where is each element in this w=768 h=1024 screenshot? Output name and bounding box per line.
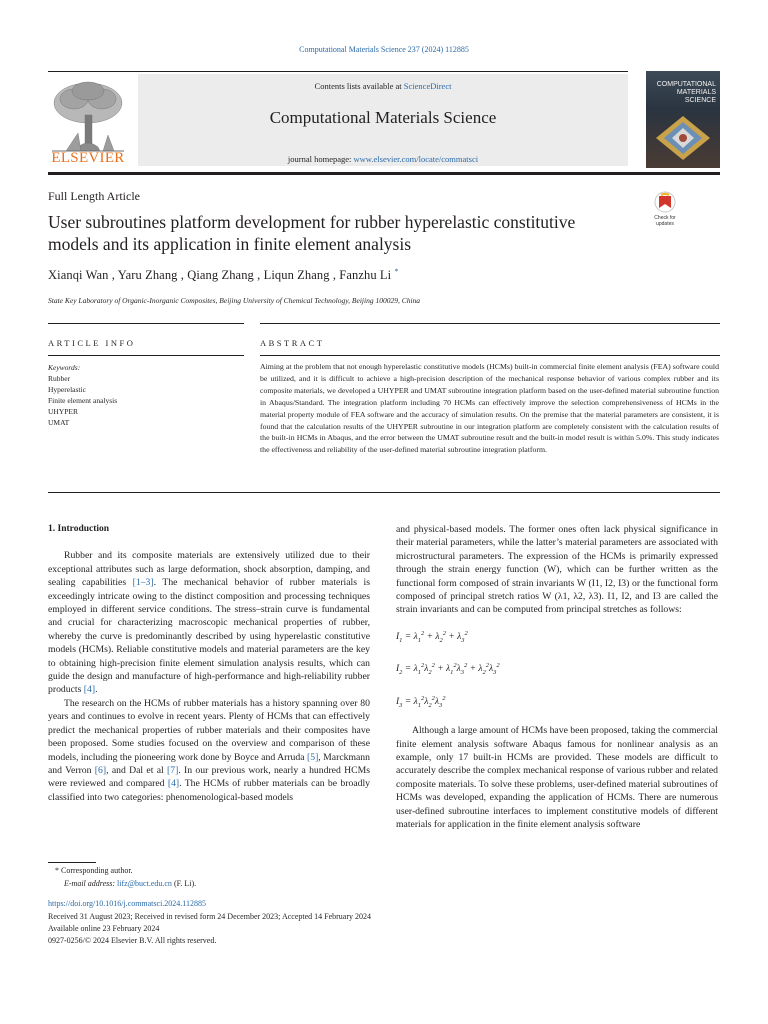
keyword: UMAT <box>48 418 70 427</box>
elsevier-wordmark: ELSEVIER <box>51 150 125 166</box>
journal-title: Computational Materials Science <box>269 108 497 127</box>
keyword: UHYPER <box>48 407 79 416</box>
keywords-rule <box>48 355 244 356</box>
paragraph-text: , and Dal et al <box>106 764 168 776</box>
received-dates: Received 31 August 2023; Received in revised form 24 December 2023; Accepted 14 February 2024 <box>48 912 372 921</box>
citation-link[interactable]: [1–3] <box>132 577 154 589</box>
email-note <box>64 879 196 888</box>
corresponding-author-mark[interactable]: * <box>394 267 399 276</box>
keywords-heading: Keywords: <box>48 363 81 372</box>
journal-citation[interactable]: Computational Materials Science 237 (2024) 112885 <box>299 45 469 54</box>
paragraph <box>48 697 370 804</box>
paragraph-text: . <box>95 684 98 696</box>
paragraph: Although a large amount of HCMs have been proposed, taking the commercial finite element analysis software Abaqus famous for nonlinear analysis as an example, only 17 built-in HCMs are provided. These models are difficult to accurately describe the complex mechanical response of various rubber and related composite materials. To solve these problems, user-defined material subroutines of HCMs was developed, expanding the application of HCMs. There are numerous user-defined subroutine interfaces to implement constitutive models of different materials for application in the finite element analysis software <box>396 725 718 831</box>
journal-homepage-link[interactable]: www.elsevier.com/locate/commatsci <box>353 154 479 164</box>
equation-i1: $I_1 = \lambda_1^2 + \lambda_2^2 + \lambda_3^2$ <box>396 629 468 644</box>
citation-link[interactable]: [4] <box>83 684 96 696</box>
abstract-bottom-rule <box>48 492 720 493</box>
doi-link[interactable]: https://doi.org/10.1016/j.commatsci.2024.112885 <box>48 899 206 908</box>
abstract-rule <box>260 323 720 324</box>
contents-line <box>138 81 628 91</box>
cover-line: COMPUTATIONAL <box>656 81 716 88</box>
citation-link[interactable]: [7] <box>167 764 179 776</box>
paragraph <box>48 549 370 696</box>
citation-link[interactable]: [4] <box>167 778 180 790</box>
article-info-heading: ARTICLE INFO <box>48 338 136 348</box>
paragraph-text: . The HCMs of rubber materials can be broadly classified into two categories: phenomenological-based models <box>48 778 370 803</box>
paragraph-text: Rubber and its composite materials are extensively utilized due to their exceptional attributes such as large deformation, shock absorption, damping, and sealing capabilities <box>48 550 370 589</box>
keyword: Finite element analysis <box>48 396 118 405</box>
check-for-updates-badge[interactable] <box>650 190 680 230</box>
email-label: E-mail address: <box>64 879 118 888</box>
keyword: Hyperelastic <box>48 385 86 394</box>
article-info-rule <box>48 323 244 324</box>
abstract-heading: ABSTRACT <box>260 338 325 348</box>
homepage-line <box>138 154 628 164</box>
check-updates-label: updates <box>656 221 674 227</box>
check-updates-label: Check for <box>654 215 676 221</box>
copyright: 0927-0256/© 2024 Elsevier B.V. All rights reserved. <box>48 936 217 945</box>
homepage-prefix: journal homepage: <box>287 154 354 164</box>
cover-title <box>650 81 716 105</box>
cover-line: MATERIALS <box>676 89 716 96</box>
paragraph: and physical-based models. The former ones often lack physical significance in their material parameters, while the latter’s material parameters are associated with microstructural parameters. The expression of the HCMs is primarily expressed through the strain energy function (W), which can be further written as the functional form composed of strain invariants W (I1, I2, I3) or the functional form composed of principal stretch ratios W (λ1, λ2, λ3). I1, I2, and I3 are called the strain invariants and can be computed from principal stretches as follows: <box>396 524 718 616</box>
equation-i2: $I_2 = \lambda_1^2\lambda_2^2 + \lambda_1^2\lambda_3^2 + \lambda_2^2\lambda_3^2$ <box>396 662 500 677</box>
authors-text: Xianqi Wan , Yaru Zhang , Qiang Zhang , Liqun Zhang , Fanzhu Li <box>48 268 392 283</box>
affiliation: State Key Laboratory of Organic-Inorganic Composites, Beijing University of Chemical Technology, Beijing 100029, China <box>48 296 421 305</box>
citation-link[interactable]: [5] <box>307 751 319 763</box>
body-column-left <box>48 522 370 804</box>
paragraph-text: The research on the HCMs of rubber materials has a history spanning over 80 years and continues to evolve in recent years. Plenty of HCMs that can effectively predict the mechanical properties of rubber materials and their composites have been proposed. Some studies focused on the overview and comparison of these models, including the pioneering work done by Boyce and Arruda <box>48 697 370 763</box>
masthead-rule <box>48 71 628 72</box>
keyword: Rubber <box>48 374 71 383</box>
title-line: User subroutines platform development for rubber hyperelastic constitutive <box>48 212 576 232</box>
cover-artwork <box>654 114 712 162</box>
article-title <box>48 211 628 255</box>
paragraph-text: , Marckmann and Verron <box>48 751 370 776</box>
article-type: Full Length Article <box>48 189 140 203</box>
email-link[interactable]: lifz@buct.edu.cn <box>117 879 172 888</box>
citation-link[interactable]: [6] <box>94 764 107 776</box>
journal-cover-thumbnail[interactable] <box>646 71 720 168</box>
sciencedirect-link[interactable]: ScienceDirect <box>403 81 452 91</box>
paragraph-text: . In our previous work, nearly a hundred HCMs were reviewed and compared <box>48 764 370 790</box>
title-line: models and its application in finite element analysis <box>48 234 412 254</box>
corresponding-author-note: * Corresponding author. <box>55 866 133 875</box>
paragraph-text: . The mechanical behavior of rubber materials is exceedingly intricate owing to the distinct composition and processing techniques employed in different service conditions. The stress–strain curve is fundamental and crucial for characterizing macroscopic mechanical properties of rubber, whereby the curve is predominantly described by using hyperelastic constitutive models (HCMs). Reliable constitutive models and material parameters are the key to obtaining high-precision finite element simulation analysis results, which can guide the design and manufacture of high-performance and high-reliability rubber products <box>48 577 371 696</box>
author-list <box>48 267 399 283</box>
section-heading-introduction: 1. Introduction <box>48 524 110 534</box>
footnote-rule <box>48 862 96 863</box>
body-column-right <box>396 523 718 831</box>
equation-i3: $I_3 = \lambda_1^2\lambda_2^2\lambda_3^2$ <box>396 694 446 709</box>
abstract-text: Aiming at the problem that not enough hyperelastic constitutive models (HCMs) built-in commercial finite element analysis (FEA) software could be utilized, and it is difficult to achieve a high-precision description of the mechanical response behavior of various complex rubber and its composite materials, we developed a UHYPER and UMAT subroutine integration platform based on the user-defined material subroutine function in Abaqus/Standard. The integration platform including 70 HCMs can effectively improve the selection comprehensiveness of HCMs in the material property module of FEA software and the accuracy of simulation results. On the premise that the material parameters are consistent, it is found that the calculation results of the UHYPER subroutine in our integration platform are completely consistent with the calculation results of the built-in HCMs in Abaqus, and the error between the UMAT subroutine result and the built-in model result is within 5.0%. This study indicates the effectiveness and reliability of the user-defined material subroutine integration platform. <box>260 362 719 455</box>
abstract-inner-rule <box>260 355 720 356</box>
cover-line: SCIENCE <box>684 97 716 104</box>
contents-prefix: Contents lists available at <box>314 81 404 91</box>
online-date: Available online 23 February 2024 <box>48 924 160 933</box>
header-divider <box>48 172 720 175</box>
email-suffix: (F. Li). <box>171 879 197 888</box>
masthead <box>48 71 628 171</box>
journal-header-box <box>138 74 628 166</box>
